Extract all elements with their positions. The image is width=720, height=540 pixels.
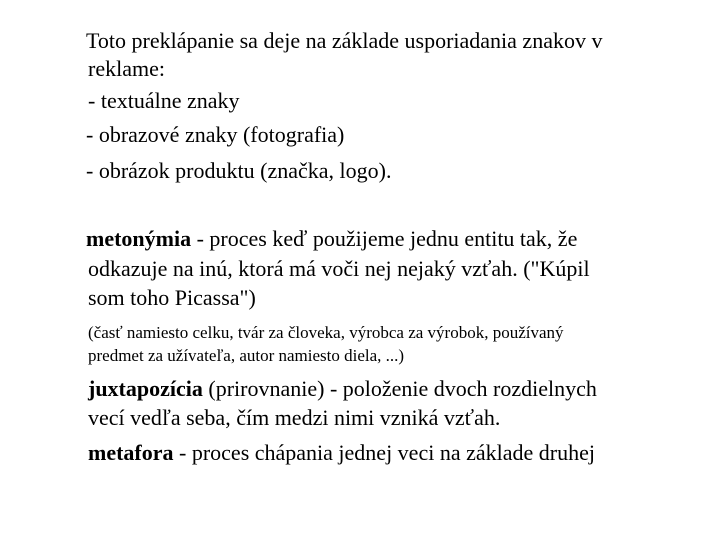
metafora-definition: - proces chápania jednej veci na základe druhej [173,440,595,465]
intro-line-1: Toto preklápanie sa deje na základe usporiadania znakov v [86,28,603,53]
metonymia-line-1 [86,226,577,252]
bullet-textual-signs: - textuálne znaky [88,88,240,113]
metonymia-line-2: odkazuje na inú, ktorá má voči nej nejaký vzťah. ("Kúpil [88,256,590,281]
metafora-term: metafora [88,440,174,465]
juxtapozicia-definition: (prirovnanie) - položenie dvoch rozdielnych [202,376,597,401]
bullet-image-signs: - obrazové znaky (fotografia) [86,122,345,147]
bullet-product-image: - obrázok produktu (značka, logo). [86,158,392,183]
juxtapozicia-line-2: vecí vedľa seba, čím medzi nimi vzniká vzťah. [88,405,501,430]
juxtapozicia-term: juxtapozícia [88,376,203,401]
juxtapozicia-line-1 [88,376,597,402]
metonymia-note-line-1: (časť namiesto celku, tvár za človeka, výrobca za výrobok, používaný [88,323,564,342]
metonymia-definition: - proces keď použijeme jednu entitu tak, že [191,226,578,251]
metafora-line-1 [88,440,595,466]
intro-line-2: reklame: [88,56,165,81]
metonymia-note-line-2: predmet za užívateľa, autor namiesto diela, ...) [88,346,405,365]
metonymia-term: metonýmia [86,226,192,251]
metonymia-line-3: som toho Picassa") [88,285,256,310]
